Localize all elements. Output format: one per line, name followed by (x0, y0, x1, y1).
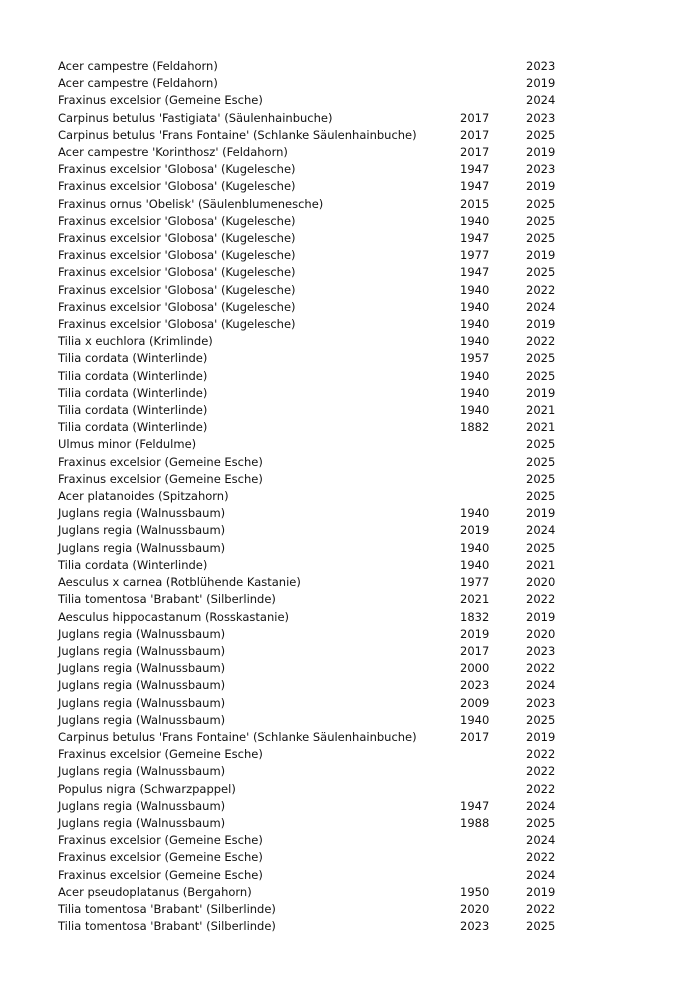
cell-checked-year: 2025 (526, 351, 556, 366)
cell-planted-year (460, 75, 526, 92)
table-row (58, 746, 590, 763)
cell-checked-year: 2024 (526, 523, 556, 538)
table-row (58, 92, 590, 109)
cell-checked-year: 2024 (526, 299, 556, 314)
cell-species: Fraxinus excelsior 'Globosa' (Kugelesche) (58, 299, 296, 314)
cell-planted-year: 1950 (460, 884, 490, 899)
table-row (58, 574, 590, 591)
table-row (58, 918, 590, 935)
table-row (58, 144, 590, 161)
cell-planted-year: 1940 (460, 385, 490, 400)
table-row (58, 867, 590, 884)
cell-species: Aesculus x carnea (Rotblühende Kastanie) (58, 575, 301, 590)
cell-species: Acer platanoides (Spitzahorn) (58, 489, 229, 504)
table-row (58, 522, 590, 539)
cell-species: Juglans regia (Walnussbaum) (58, 695, 226, 710)
cell-species: Fraxinus excelsior (Gemeine Esche) (58, 747, 263, 762)
cell-checked-year: 2021 (526, 420, 556, 435)
cell-species: Tilia tomentosa 'Brabant' (Silberlinde) (58, 919, 276, 934)
cell-checked-year: 2025 (526, 127, 556, 142)
cell-species: Juglans regia (Walnussbaum) (58, 678, 226, 693)
cell-species: Fraxinus excelsior (Gemeine Esche) (58, 833, 263, 848)
cell-planted-year: 2009 (460, 695, 490, 710)
table-row (58, 626, 590, 643)
cell-checked-year: 2019 (526, 317, 556, 332)
table-row (58, 230, 590, 247)
cell-checked-year: 2025 (526, 213, 556, 228)
table-row (58, 660, 590, 677)
table-row (58, 832, 590, 849)
table-row (58, 299, 590, 316)
cell-planted-year: 1947 (460, 231, 490, 246)
cell-planted-year: 1940 (460, 299, 490, 314)
cell-planted-year: 1940 (460, 334, 490, 349)
table-row (58, 58, 590, 75)
cell-planted-year: 1832 (460, 609, 490, 624)
cell-planted-year (460, 781, 526, 798)
cell-species: Carpinus betulus 'Fastigiata' (Säulenhainbuche) (58, 110, 333, 125)
cell-planted-year: 1940 (460, 403, 490, 418)
cell-species: Fraxinus excelsior 'Globosa' (Kugelesche) (58, 231, 296, 246)
cell-species: Juglans regia (Walnussbaum) (58, 626, 226, 641)
cell-species: Tilia cordata (Winterlinde) (58, 420, 208, 435)
cell-planted-year: 2021 (460, 592, 490, 607)
cell-checked-year: 2019 (526, 506, 556, 521)
cell-checked-year: 2023 (526, 110, 556, 125)
table-row (58, 282, 590, 299)
cell-species: Fraxinus excelsior (Gemeine Esche) (58, 867, 263, 882)
table-body (58, 58, 590, 935)
cell-species: Juglans regia (Walnussbaum) (58, 661, 226, 676)
cell-checked-year: 2022 (526, 592, 556, 607)
cell-species: Fraxinus excelsior 'Globosa' (Kugelesche) (58, 265, 296, 280)
cell-planted-year (460, 849, 526, 866)
table-row (58, 385, 590, 402)
cell-planted-year: 2017 (460, 729, 490, 744)
cell-checked-year: 2025 (526, 231, 556, 246)
cell-planted-year (460, 746, 526, 763)
cell-planted-year: 1947 (460, 798, 490, 813)
cell-checked-year: 2025 (526, 540, 556, 555)
cell-species: Tilia cordata (Winterlinde) (58, 557, 208, 572)
cell-species: Acer pseudoplatanus (Bergahorn) (58, 884, 252, 899)
cell-checked-year: 2024 (526, 833, 556, 848)
table-row (58, 178, 590, 195)
table-row (58, 849, 590, 866)
cell-species: Fraxinus excelsior (Gemeine Esche) (58, 471, 263, 486)
cell-species: Juglans regia (Walnussbaum) (58, 523, 226, 538)
cell-checked-year: 2024 (526, 93, 556, 108)
cell-checked-year: 2024 (526, 678, 556, 693)
cell-checked-year: 2023 (526, 695, 556, 710)
table-row (58, 591, 590, 608)
cell-species: Juglans regia (Walnussbaum) (58, 643, 226, 658)
cell-species: Tilia cordata (Winterlinde) (58, 368, 208, 383)
cell-planted-year: 1940 (460, 557, 490, 572)
cell-planted-year: 1940 (460, 317, 490, 332)
cell-species: Tilia cordata (Winterlinde) (58, 403, 208, 418)
table-row (58, 402, 590, 419)
cell-planted-year (460, 471, 526, 488)
table-row (58, 110, 590, 127)
cell-planted-year: 1940 (460, 712, 490, 727)
cell-planted-year: 1940 (460, 506, 490, 521)
cell-species: Fraxinus excelsior (Gemeine Esche) (58, 93, 263, 108)
cell-planted-year: 2000 (460, 661, 490, 676)
table-row (58, 127, 590, 144)
cell-species: Tilia tomentosa 'Brabant' (Silberlinde) (58, 592, 276, 607)
table-row (58, 781, 590, 798)
table-row (58, 213, 590, 230)
cell-species: Fraxinus excelsior 'Globosa' (Kugelesche) (58, 248, 296, 263)
cell-planted-year: 2020 (460, 901, 490, 916)
table-row (58, 695, 590, 712)
cell-species: Fraxinus excelsior (Gemeine Esche) (58, 454, 263, 469)
cell-checked-year: 2025 (526, 489, 556, 504)
cell-planted-year: 1947 (460, 265, 490, 280)
cell-planted-year (460, 58, 526, 75)
table-row (58, 247, 590, 264)
cell-planted-year: 1977 (460, 575, 490, 590)
table-row (58, 643, 590, 660)
cell-checked-year: 2022 (526, 901, 556, 916)
cell-planted-year: 1947 (460, 162, 490, 177)
cell-species: Juglans regia (Walnussbaum) (58, 540, 226, 555)
cell-species: Fraxinus excelsior 'Globosa' (Kugelesche) (58, 179, 296, 194)
cell-checked-year: 2025 (526, 712, 556, 727)
cell-checked-year: 2019 (526, 385, 556, 400)
cell-checked-year: 2022 (526, 764, 556, 779)
cell-planted-year: 1940 (460, 213, 490, 228)
cell-planted-year: 1988 (460, 815, 490, 830)
cell-species: Acer campestre (Feldahorn) (58, 76, 218, 91)
table-row (58, 419, 590, 436)
cell-species: Juglans regia (Walnussbaum) (58, 764, 226, 779)
cell-species: Juglans regia (Walnussbaum) (58, 506, 226, 521)
cell-checked-year: 2021 (526, 557, 556, 572)
table-row (58, 316, 590, 333)
table-row (58, 505, 590, 522)
cell-checked-year: 2024 (526, 867, 556, 882)
cell-planted-year: 1940 (460, 282, 490, 297)
cell-checked-year: 2023 (526, 59, 556, 73)
cell-species: Juglans regia (Walnussbaum) (58, 798, 226, 813)
cell-planted-year (460, 867, 526, 884)
table-row (58, 264, 590, 281)
cell-planted-year: 2023 (460, 678, 490, 693)
cell-species: Tilia x euchlora (Krimlinde) (58, 334, 213, 349)
cell-checked-year: 2022 (526, 850, 556, 865)
table-row (58, 557, 590, 574)
cell-checked-year: 2025 (526, 815, 556, 830)
cell-species: Ulmus minor (Feldulme) (58, 437, 197, 452)
table-row (58, 815, 590, 832)
cell-planted-year: 2017 (460, 643, 490, 658)
cell-checked-year: 2025 (526, 471, 556, 486)
cell-species: Carpinus betulus 'Frans Fontaine' (Schlanke Säulenhainbuche) (58, 127, 417, 142)
cell-checked-year: 2019 (526, 76, 556, 91)
cell-planted-year: 1947 (460, 179, 490, 194)
cell-checked-year: 2021 (526, 403, 556, 418)
cell-checked-year: 2022 (526, 661, 556, 676)
tree-inventory-table (58, 58, 590, 935)
table-row (58, 712, 590, 729)
table-row (58, 677, 590, 694)
cell-checked-year: 2025 (526, 437, 556, 452)
table-row (58, 471, 590, 488)
table-row (58, 436, 590, 453)
table-row (58, 540, 590, 557)
cell-checked-year: 2025 (526, 368, 556, 383)
cell-checked-year: 2020 (526, 575, 556, 590)
cell-checked-year: 2023 (526, 643, 556, 658)
cell-species: Fraxinus ornus 'Obelisk' (Säulenblumenesche) (58, 196, 324, 211)
table-row (58, 161, 590, 178)
cell-species: Fraxinus excelsior 'Globosa' (Kugelesche) (58, 282, 296, 297)
cell-checked-year: 2023 (526, 162, 556, 177)
cell-checked-year: 2025 (526, 454, 556, 469)
cell-checked-year: 2025 (526, 196, 556, 211)
cell-species: Acer campestre (Feldahorn) (58, 59, 218, 73)
cell-planted-year: 2023 (460, 919, 490, 934)
table-row (58, 454, 590, 471)
cell-species: Fraxinus excelsior 'Globosa' (Kugelesche) (58, 317, 296, 332)
cell-species: Tilia cordata (Winterlinde) (58, 385, 208, 400)
cell-planted-year (460, 436, 526, 453)
table-row (58, 729, 590, 746)
cell-planted-year: 1940 (460, 540, 490, 555)
cell-checked-year: 2019 (526, 248, 556, 263)
cell-species: Aesculus hippocastanum (Rosskastanie) (58, 609, 290, 624)
cell-planted-year (460, 832, 526, 849)
table-row (58, 75, 590, 92)
table-row (58, 488, 590, 505)
cell-planted-year: 2017 (460, 145, 490, 160)
cell-planted-year (460, 488, 526, 505)
table-row (58, 609, 590, 626)
cell-species: Tilia cordata (Winterlinde) (58, 351, 208, 366)
table-row (58, 333, 590, 350)
table-row (58, 763, 590, 780)
table-row (58, 196, 590, 213)
cell-checked-year: 2022 (526, 282, 556, 297)
cell-checked-year: 2022 (526, 747, 556, 762)
cell-planted-year (460, 454, 526, 471)
cell-species: Populus nigra (Schwarzpappel) (58, 781, 236, 796)
cell-planted-year: 2017 (460, 110, 490, 125)
cell-planted-year: 1977 (460, 248, 490, 263)
cell-planted-year: 2017 (460, 127, 490, 142)
cell-checked-year: 2025 (526, 919, 556, 934)
cell-checked-year: 2022 (526, 781, 556, 796)
cell-checked-year: 2019 (526, 179, 556, 194)
cell-planted-year (460, 763, 526, 780)
cell-planted-year: 1940 (460, 368, 490, 383)
table-row (58, 368, 590, 385)
cell-checked-year: 2019 (526, 729, 556, 744)
cell-planted-year: 2019 (460, 626, 490, 641)
cell-checked-year: 2024 (526, 798, 556, 813)
cell-species: Acer campestre 'Korinthosz' (Feldahorn) (58, 145, 288, 160)
cell-species: Juglans regia (Walnussbaum) (58, 712, 226, 727)
table-row (58, 901, 590, 918)
cell-planted-year: 2015 (460, 196, 490, 211)
cell-checked-year: 2025 (526, 265, 556, 280)
cell-checked-year: 2019 (526, 145, 556, 160)
cell-planted-year (460, 92, 526, 109)
cell-species: Carpinus betulus 'Frans Fontaine' (Schlanke Säulenhainbuche) (58, 729, 417, 744)
cell-checked-year: 2019 (526, 884, 556, 899)
cell-checked-year: 2020 (526, 626, 556, 641)
table-row (58, 350, 590, 367)
cell-planted-year: 1882 (460, 420, 490, 435)
cell-species: Fraxinus excelsior 'Globosa' (Kugelesche) (58, 213, 296, 228)
cell-species: Fraxinus excelsior 'Globosa' (Kugelesche) (58, 162, 296, 177)
cell-planted-year: 2019 (460, 523, 490, 538)
cell-species: Tilia tomentosa 'Brabant' (Silberlinde) (58, 901, 276, 916)
cell-planted-year: 1957 (460, 351, 490, 366)
table-row (58, 798, 590, 815)
cell-species: Juglans regia (Walnussbaum) (58, 815, 226, 830)
cell-checked-year: 2022 (526, 334, 556, 349)
table-row (58, 884, 590, 901)
cell-checked-year: 2019 (526, 609, 556, 624)
cell-species: Fraxinus excelsior (Gemeine Esche) (58, 850, 263, 865)
